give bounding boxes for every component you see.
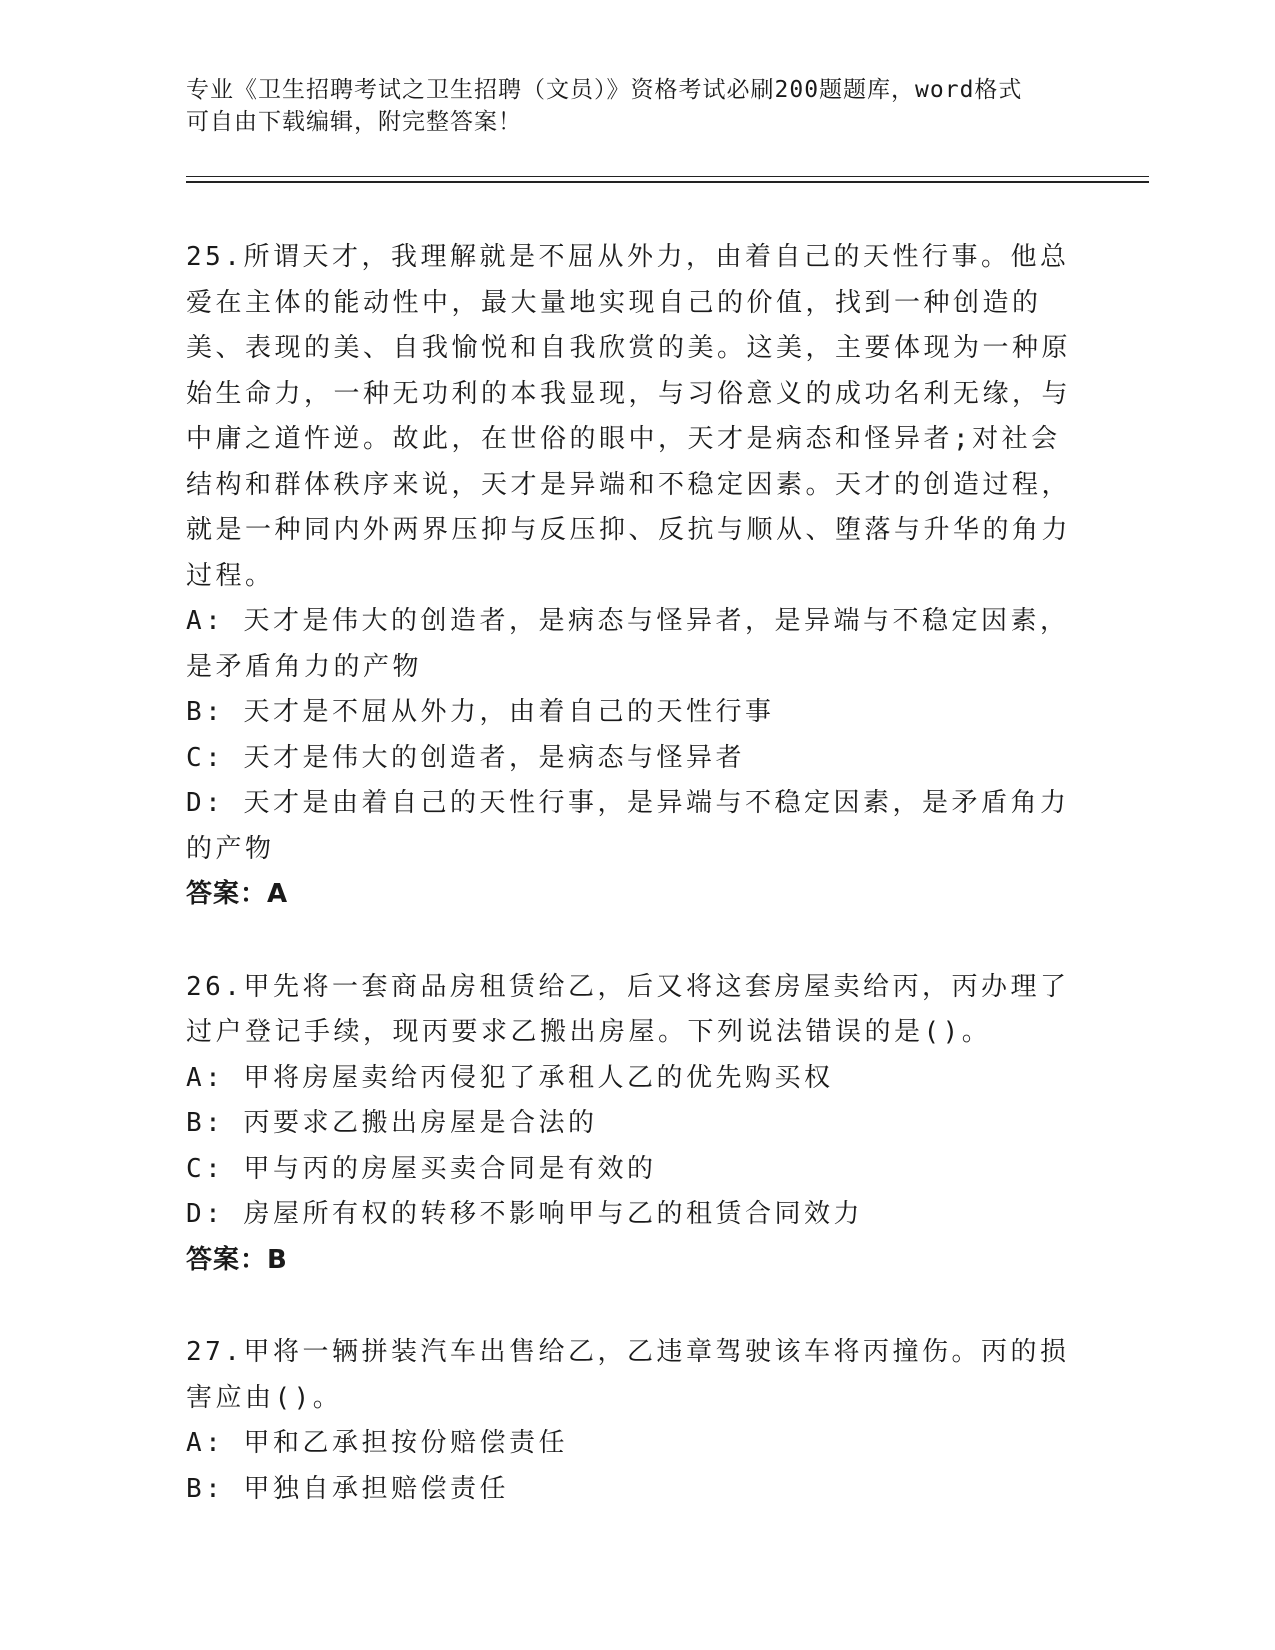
header-title-line-1: 专业《卫生招聘考试之卫生招聘（文员）》资格考试必刷200题题库，word格式 (186, 77, 1023, 103)
option-a: A: 甲和乙承担按份赔偿责任 (186, 1428, 568, 1458)
option-b: B: 丙要求乙搬出房屋是合法的 (186, 1108, 598, 1138)
option-c: C: 天才是伟大的创造者，是病态与怪异者 (186, 742, 745, 773)
question-stem: 27.甲将一辆拼装汽车出售给乙，乙违章驾驶该车将丙撞伤。丙的损害应由()。 (186, 1337, 1070, 1413)
question-26 (186, 965, 1086, 1284)
option-b: B: 甲独自承担赔偿责任 (186, 1473, 509, 1504)
question-25 (186, 235, 1086, 918)
option-a: A: 甲将房屋卖给丙侵犯了承租人乙的优先购买权 (186, 1062, 834, 1093)
option-c: C: 甲与丙的房屋买卖合同是有效的 (186, 1153, 657, 1184)
option-b: B: 天才是不屈从外力，由着自己的天性行事 (186, 697, 775, 727)
answer-label: 答案：A (186, 879, 289, 909)
header-divider-thick (186, 181, 1149, 183)
answer-label: 答案：B (186, 1244, 288, 1275)
option-a: A: 天才是伟大的创造者，是病态与怪异者，是异端与不稳定因素，是矛盾角力的产物 (186, 606, 1070, 682)
document-header (186, 74, 1086, 138)
question-stem: 25.所谓天才，我理解就是不屈从外力，由着自己的天性行事。他总爱在主体的能动性中，最大量地实现自己的价值，找到一种创造的美、表现的美、自我愉悦和自我欣赏的美。这美，主要体现为一种原始生命力，一种无功利的本我显现，与习俗意义的成功名利无缘，与中庸之道忤逆。故此，在世俗的眼中，天才是病态和怪异者;对社会结构和群体秩序来说，天才是异端和不稳定因素。天才的创造过程，就是一种同内外两界压抑与反压抑、反抗与顺从、堕落与升华的角力过程。 (186, 242, 1072, 591)
question-list (186, 235, 1086, 1559)
option-d: D: 天才是由着自己的天性行事，是异端与不稳定因素，是矛盾角力的产物 (186, 788, 1070, 864)
question-27 (186, 1330, 1086, 1512)
header-divider-thin (186, 176, 1149, 177)
header-title-line-2: 可自由下载编辑，附完整答案！ (186, 109, 522, 135)
question-stem: 26.甲先将一套商品房租赁给乙，后又将这套房屋卖给丙，丙办理了过户登记手续，现丙要求乙搬出房屋。下列说法错误的是()。 (186, 971, 1070, 1047)
option-d: D: 房屋所有权的转移不影响甲与乙的租赁合同效力 (186, 1199, 863, 1229)
